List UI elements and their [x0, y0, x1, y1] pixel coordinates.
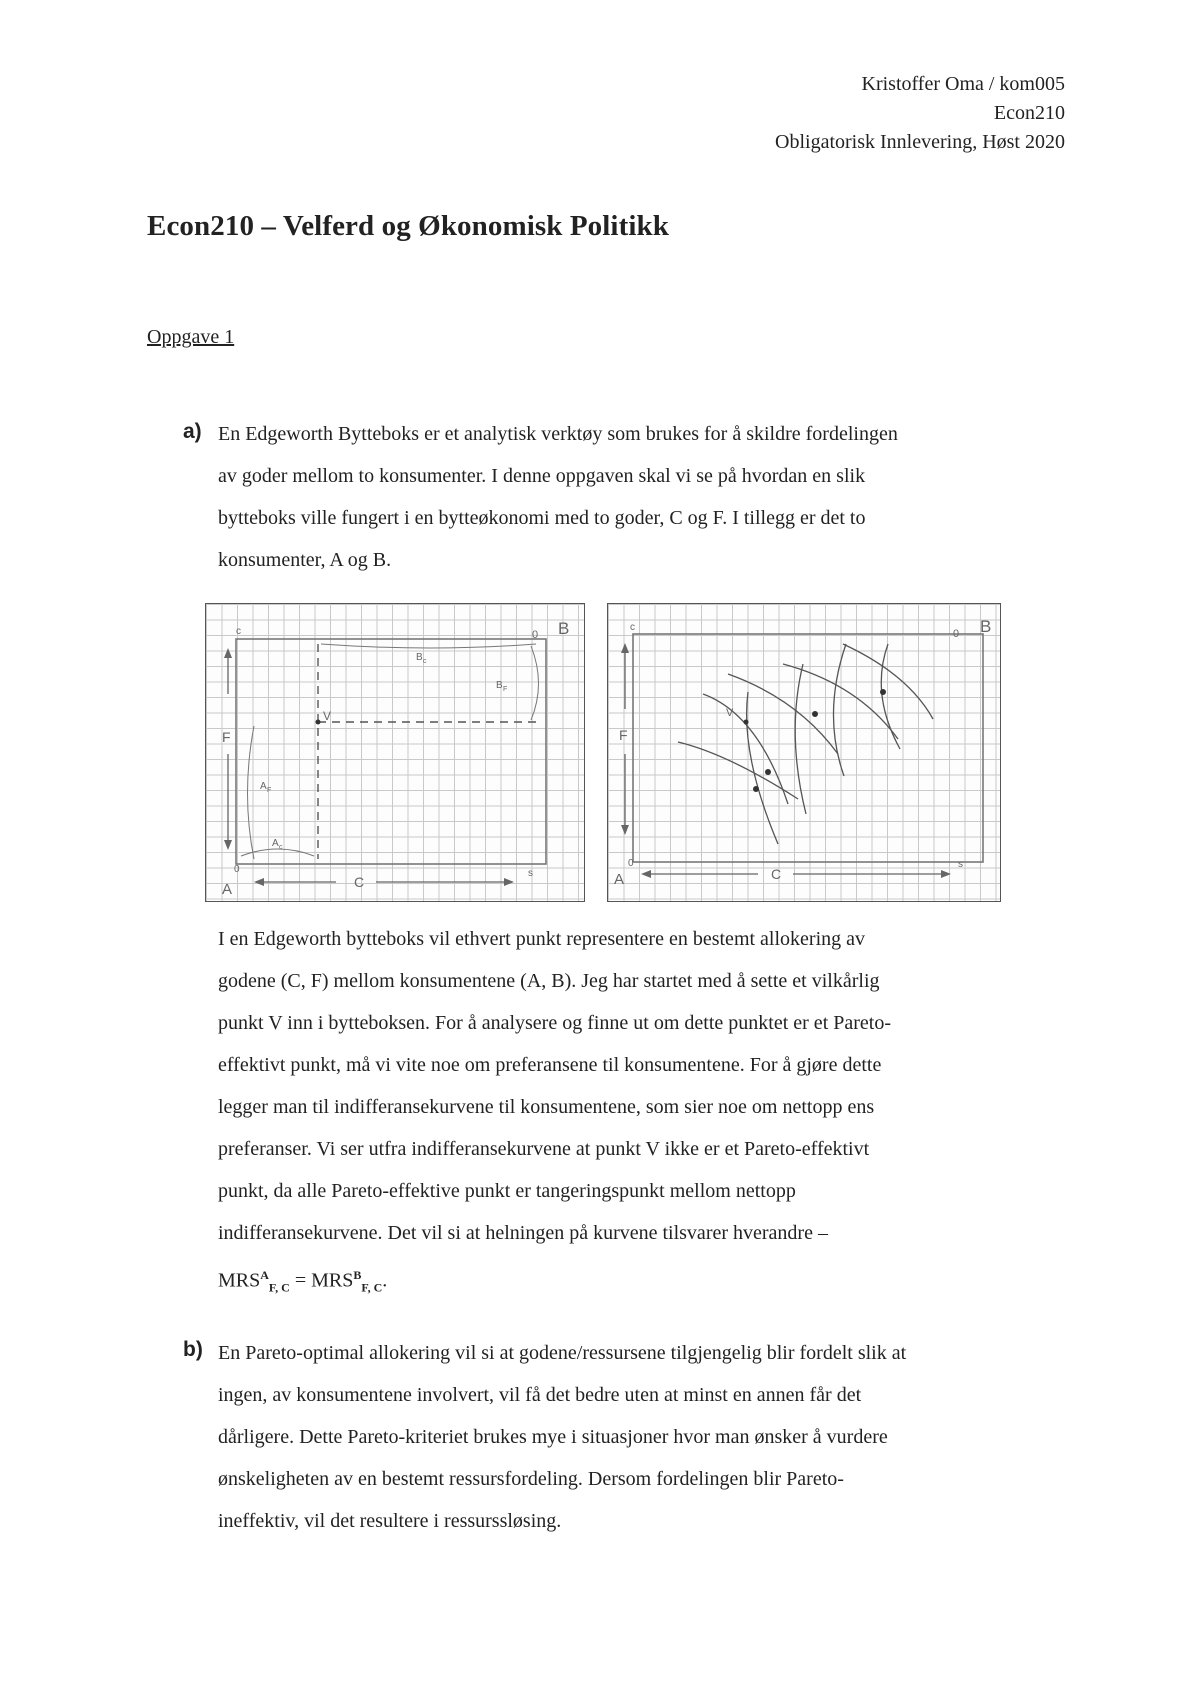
point-v-label: V: [726, 707, 734, 719]
header-block: [775, 70, 1065, 157]
indifference-curve-a: [833, 644, 846, 776]
text-line: En Edgeworth Bytteboks er et analytisk verktøy som brukes for å skildre fordelingen: [218, 423, 898, 445]
text-line: bytteboks ville fungert i en bytteøkonomi med to goder, C og F. I tillegg er det to: [218, 507, 866, 529]
question-b-label: b): [183, 1338, 203, 1361]
text-line: konsumenter, A og B.: [218, 549, 392, 571]
text-line: preferanser. Vi ser utfra indifferansekurvene at punkt V ikke er et Pareto-effektivt: [218, 1138, 870, 1160]
corner-s-label: s: [958, 859, 963, 870]
document-title: Econ210 – Velferd og Økonomisk Politikk: [147, 210, 669, 242]
origin-b-zero: 0: [532, 629, 539, 641]
course-line: Econ210: [993, 102, 1065, 124]
label-bf-sub: F: [503, 686, 508, 693]
box-outline: [236, 639, 546, 864]
axis-c-label: C: [354, 874, 365, 890]
mrs-lhs-sub: F, C: [268, 1280, 290, 1295]
edgeworth-box-figure-left: [205, 603, 585, 902]
indifference-curve-a: [795, 664, 806, 814]
edgeworth-box-drawing: [206, 604, 584, 901]
assignment-line: Obligatorisk Innlevering, Høst 2020: [775, 131, 1065, 153]
label-ac: A: [272, 838, 279, 849]
mrs-rhs-sup: B: [353, 1268, 362, 1282]
text-line: punkt, da alle Pareto-effektive punkt er tangeringspunkt mellom nettopp: [218, 1180, 796, 1202]
origin-b-label: B: [558, 619, 570, 638]
corner-c-label: c: [630, 622, 635, 633]
indifference-curve-b: [728, 674, 838, 754]
box-outline: [633, 634, 983, 862]
arrowhead-icon: [941, 870, 951, 878]
text-line: En Pareto-optimal allokering vil si at godene/ressursene tilgjengelig blir fordelt slik at: [218, 1342, 907, 1364]
brace-bf: [531, 646, 539, 720]
axis-f-label: F: [222, 729, 231, 745]
mrs-lhs: MRS: [218, 1269, 261, 1292]
origin-a-label: A: [222, 881, 233, 898]
question-a-label: a): [183, 420, 202, 443]
indifference-curve-a: [881, 644, 900, 749]
arrowhead-icon: [224, 840, 232, 850]
corner-s-label: s: [528, 868, 533, 879]
axis-c-label: C: [771, 866, 782, 882]
arrowhead-icon: [224, 648, 232, 658]
origin-a-zero: 0: [234, 864, 240, 875]
label-af-sub: F: [267, 787, 272, 794]
question-b-body: [218, 1332, 1078, 1542]
origin-a-zero: 0: [628, 858, 634, 869]
text-line: indifferansekurvene. Det vil si at helningen på kurvene tilsvarer hverandre –: [218, 1222, 828, 1244]
point-v: [744, 720, 749, 725]
text-line: I en Edgeworth bytteboks vil ethvert punkt representere en bestemt allokering av: [218, 928, 866, 950]
point-v-label: V: [323, 709, 332, 723]
mrs-equals: =: [289, 1269, 312, 1292]
arrowhead-icon: [254, 878, 264, 886]
text-line: godene (C, F) mellom konsumentene (A, B). Jeg har startet med å sette et vilkårlig: [218, 970, 880, 992]
axis-f-label: F: [619, 727, 628, 743]
arrowhead-icon: [621, 643, 629, 653]
label-af: A: [260, 781, 267, 792]
mrs-rhs-sub: F, C: [361, 1280, 383, 1295]
origin-a-label: A: [614, 871, 625, 888]
origin-b-label: B: [980, 617, 992, 636]
section-heading: Oppgave 1: [147, 326, 235, 348]
label-bc-sub: c: [423, 658, 427, 665]
question-a-intro: [218, 413, 1078, 581]
origin-b-zero: 0: [953, 628, 960, 640]
point-v: [316, 720, 321, 725]
arrowhead-icon: [641, 870, 651, 878]
text-line: ingen, av konsumentene involvert, vil få det bedre uten at minst en annen får det: [218, 1384, 862, 1406]
brace-bc: [321, 644, 536, 648]
mrs-lhs-sup: A: [260, 1268, 269, 1282]
tangency-point: [753, 786, 759, 792]
question-a-body: [218, 918, 1078, 1309]
indifference-curves-drawing: [608, 604, 1000, 901]
indifference-curve-b: [678, 742, 798, 799]
text-line: av goder mellom to konsumenter. I denne oppgaven skal vi se på hvordan en slik: [218, 465, 866, 487]
text-line: punkt V inn i bytteboksen. For å analysere og finne ut om dette punktet er et Pareto-: [218, 1012, 891, 1034]
indifference-curve-b: [843, 644, 933, 719]
corner-c-label: c: [236, 626, 241, 637]
author-line: Kristoffer Oma / kom005: [861, 73, 1065, 95]
brace-af: [248, 726, 255, 859]
indifference-curve-b: [703, 694, 788, 804]
text-line: ineffektiv, vil det resultere i ressurssløsing.: [218, 1510, 562, 1532]
text-line: ønskeligheten av en bestemt ressursfordeling. Dersom fordelingen blir Pareto-: [218, 1468, 844, 1490]
tangency-point: [880, 689, 886, 695]
text-line: effektivt punkt, må vi vite noe om preferansene til konsumentene. For å gjøre dette: [218, 1054, 882, 1076]
text-line: legger man til indifferansekurvene til konsumentene, som sier noe om nettopp ens: [218, 1096, 875, 1118]
tangency-point: [765, 769, 771, 775]
arrowhead-icon: [621, 825, 629, 835]
label-bc: B: [416, 652, 423, 663]
mrs-rhs: MRS: [311, 1269, 354, 1292]
arrowhead-icon: [504, 878, 514, 886]
mrs-equation: [218, 1254, 1078, 1309]
label-bf: B: [496, 680, 503, 691]
edgeworth-box-figure-right: [607, 603, 1001, 902]
tangency-point: [812, 711, 818, 717]
text-line: dårligere. Dette Pareto-kriteriet brukes mye i situasjoner hvor man ønsker å vurdere: [218, 1426, 888, 1448]
label-ac-sub: c: [279, 844, 283, 851]
mrs-end: .: [382, 1269, 388, 1292]
